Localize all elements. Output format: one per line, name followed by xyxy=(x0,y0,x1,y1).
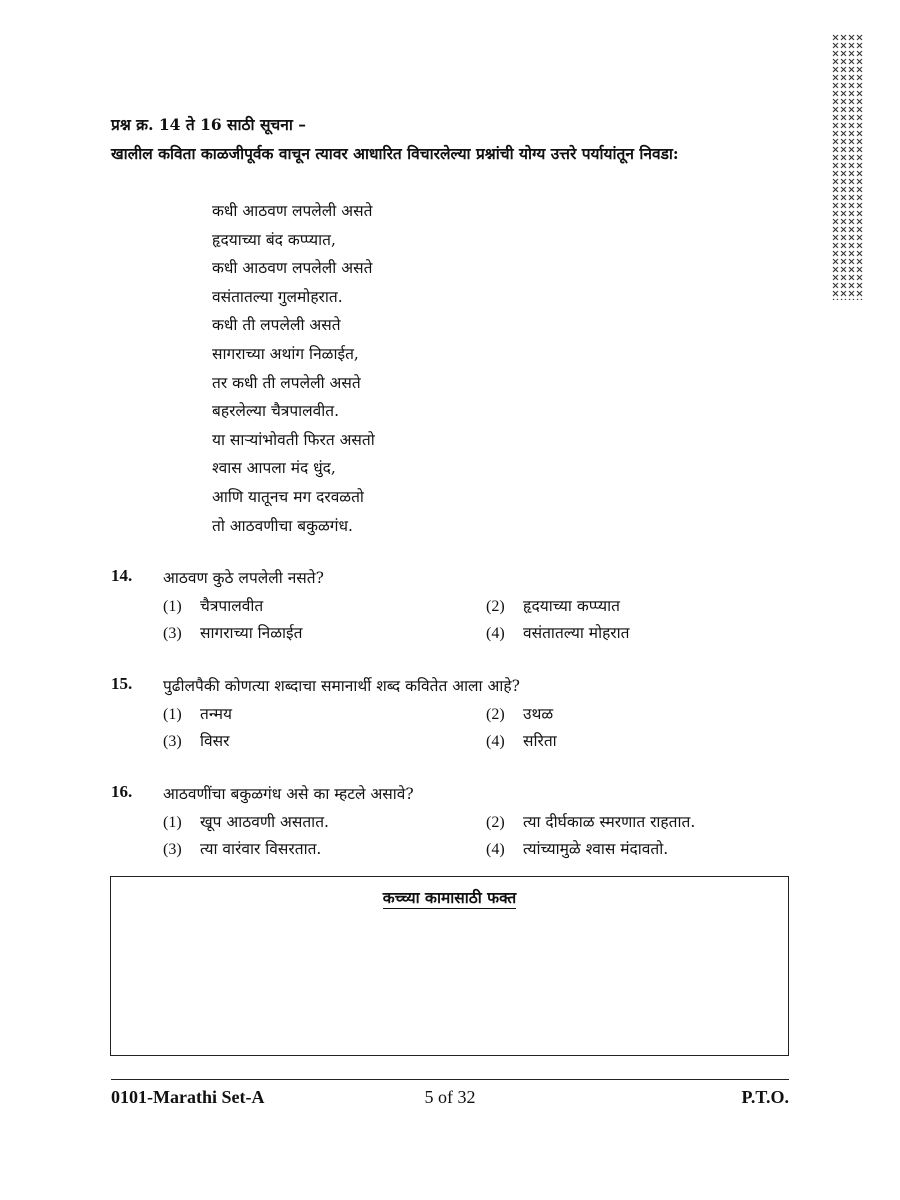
option-4 xyxy=(486,837,668,859)
poem-line: कधी आठवण लपलेली असते xyxy=(212,202,373,220)
option-text: हृदयाच्या कप्प्यात xyxy=(523,597,621,615)
option-number: (2) xyxy=(486,706,505,723)
option-number: (2) xyxy=(486,598,505,615)
option-text: उथळ xyxy=(523,705,554,723)
poem-line: हृदयाच्या बंद कप्प्यात, xyxy=(212,230,336,249)
footer-set-code: 0101-Marathi Set-A xyxy=(111,1087,265,1107)
option-number: (4) xyxy=(486,625,505,642)
instruction-text: खालील कविता काळजीपूर्वक वाचून त्यावर आधारित विचारलेल्या प्रश्नांची योग्य उत्तरे पर्यायांतून निवडा: xyxy=(111,144,679,163)
poem-line: आणि यातूनच मग दरवळतो xyxy=(212,487,364,506)
option-4 xyxy=(486,729,557,751)
option-text: वसंतातल्या मोहरात xyxy=(523,624,630,642)
option-text: तन्मय xyxy=(200,705,233,723)
security-pattern-icon xyxy=(832,34,864,300)
footer-divider xyxy=(111,1079,789,1080)
footer-pto: P.T.O. xyxy=(741,1087,789,1107)
question-number: 16. xyxy=(111,782,133,801)
option-2 xyxy=(486,594,620,616)
option-number: (1) xyxy=(163,598,182,615)
option-number: (1) xyxy=(163,814,182,831)
question-number: 14. xyxy=(111,566,133,585)
poem-line: वसंतातल्या गुलमोहरात. xyxy=(212,287,343,306)
option-3 xyxy=(163,837,321,859)
option-1 xyxy=(163,810,329,832)
option-4 xyxy=(486,621,630,643)
poem-line: श्वास आपला मंद धुंद, xyxy=(212,459,336,478)
option-number: (4) xyxy=(486,841,505,858)
poem-line: तर कधी ती लपलेली असते xyxy=(212,373,361,392)
rough-work-title-wrap xyxy=(111,886,788,908)
option-text: सरिता xyxy=(523,732,557,750)
option-1 xyxy=(163,702,232,724)
poem-line: बहरलेल्या चैत्रपालवीत. xyxy=(212,402,340,421)
option-number: (3) xyxy=(163,625,182,642)
option-text: त्या वारंवार विसरतात. xyxy=(200,840,322,858)
poem-line: सागराच्या अथांग निळाईत, xyxy=(212,344,359,363)
question-number: 15. xyxy=(111,674,133,693)
option-number: (1) xyxy=(163,706,182,723)
poem-line: कधी ती लपलेली असते xyxy=(212,316,341,335)
option-text: विसर xyxy=(200,732,230,750)
poem-line: या साऱ्यांभोवती फिरत असतो xyxy=(212,430,375,449)
option-number: (4) xyxy=(486,733,505,750)
option-3 xyxy=(163,729,229,751)
poem-line: तो आठवणीचा बकुळगंध. xyxy=(212,516,353,535)
question-text: आठवण कुठे लपलेली नसते? xyxy=(163,569,324,587)
option-text: सागराच्या निळाईत xyxy=(200,624,303,642)
option-number: (3) xyxy=(163,841,182,858)
option-2 xyxy=(486,702,553,724)
option-text: त्या दीर्घकाळ स्मरणात राहतात. xyxy=(523,813,696,831)
poem xyxy=(212,197,375,540)
option-text: खूप आठवणी असतात. xyxy=(200,813,329,831)
rough-work-box xyxy=(110,876,789,1056)
question-text: आठवणींचा बकुळगंध असे का म्हटले असावे? xyxy=(163,785,414,803)
option-number: (2) xyxy=(486,814,505,831)
footer-page-number: 5 of 32 xyxy=(424,1087,476,1107)
option-number: (3) xyxy=(163,733,182,750)
instruction-heading: प्रश्न क्र. 14 ते 16 साठी सूचना – xyxy=(111,115,307,134)
option-2 xyxy=(486,810,695,832)
question-text: पुढीलपैकी कोणत्या शब्दाचा समानार्थी शब्द कवितेत आला आहे? xyxy=(163,677,520,695)
option-3 xyxy=(163,621,303,643)
option-text: चैत्रपालवीत xyxy=(200,597,264,615)
option-text: त्यांच्यामुळे श्वास मंदावतो. xyxy=(523,840,669,858)
poem-line: कधी आठवण लपलेली असते xyxy=(212,259,373,278)
option-1 xyxy=(163,594,263,616)
rough-work-title: कच्च्या कामासाठी फक्त xyxy=(382,888,517,907)
